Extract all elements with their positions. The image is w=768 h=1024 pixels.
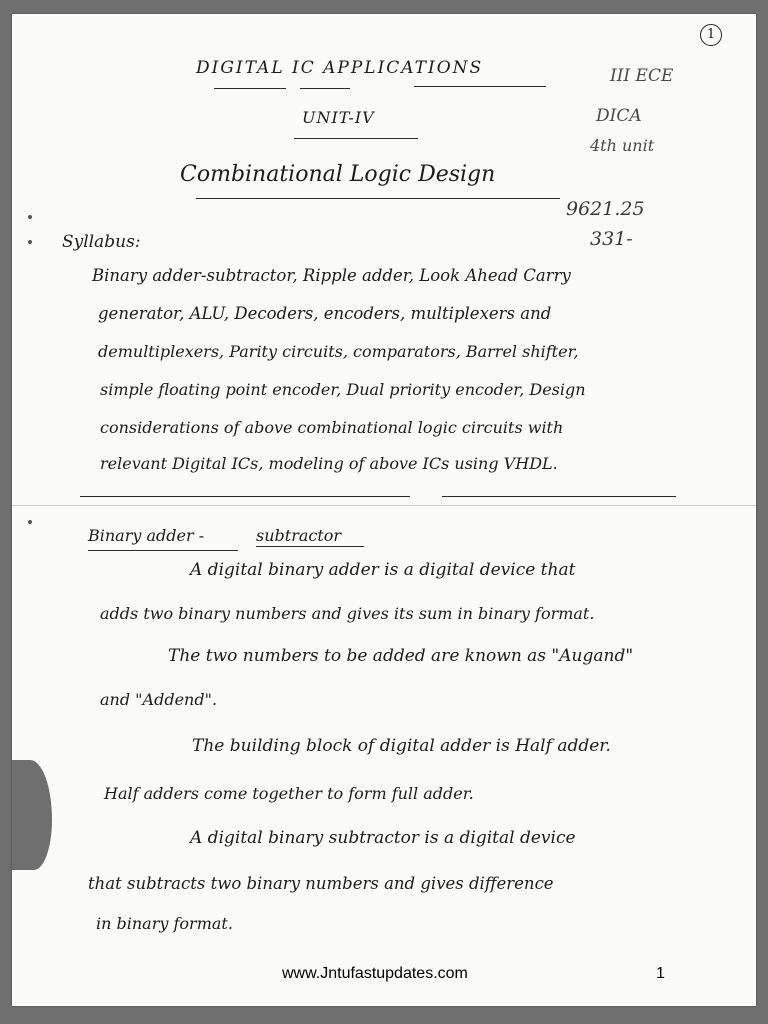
body-line: A digital binary adder is a digital device that xyxy=(190,560,576,580)
margin-note-number: 331- xyxy=(590,228,633,250)
body-line: adds two binary numbers and gives its sum in binary format. xyxy=(100,604,595,623)
syllabus-line: relevant Digital ICs, modeling of above ICs using VHDL. xyxy=(100,454,558,473)
punch-mark xyxy=(28,215,32,219)
page-circle-mark: 1 xyxy=(700,24,722,46)
body-line: and "Addend". xyxy=(100,690,218,709)
section-heading: Binary adder - xyxy=(88,526,205,545)
syllabus-line: demultiplexers, Parity circuits, comparators, Barrel shifter, xyxy=(98,342,579,361)
margin-note-subject: DICA xyxy=(596,106,642,126)
margin-note-number: 9621.25 xyxy=(566,198,645,220)
document-title: DIGITAL IC APPLICATIONS xyxy=(196,58,484,78)
unit-label: UNIT-IV xyxy=(302,108,375,127)
body-line: that subtracts two binary numbers and gives difference xyxy=(88,874,554,893)
page-number: 1 xyxy=(656,965,665,982)
body-line: Half adders come together to form full adder. xyxy=(104,784,474,803)
title-underline xyxy=(214,88,286,89)
heading-underline xyxy=(196,198,560,199)
body-line: The two numbers to be added are known as "Augand" xyxy=(168,646,634,666)
syllabus-label: Syllabus: xyxy=(62,232,141,252)
section-heading-underline xyxy=(88,550,238,551)
syllabus-line: considerations of above combinational logic circuits with xyxy=(100,418,564,437)
section-divider xyxy=(80,496,410,497)
website-footer: www.Jntufastupdates.com xyxy=(282,965,468,982)
margin-note-unit: 4th unit xyxy=(590,136,655,155)
body-line: in binary format. xyxy=(96,914,233,933)
section-divider xyxy=(442,496,676,497)
title-underline xyxy=(414,86,546,87)
syllabus-line: generator, ALU, Decoders, encoders, multiplexers and xyxy=(98,304,552,323)
unit-underline xyxy=(294,138,418,139)
margin-note-class: III ECE xyxy=(610,66,674,86)
body-line: The building block of digital adder is Half adder. xyxy=(192,736,611,756)
section-heading-underline xyxy=(256,546,364,547)
body-line: A digital binary subtractor is a digital device xyxy=(190,828,576,848)
page-fold xyxy=(12,505,756,506)
syllabus-line: simple floating point encoder, Dual priority encoder, Design xyxy=(100,380,586,399)
title-underline xyxy=(300,88,350,89)
punch-mark xyxy=(28,240,32,244)
punch-mark xyxy=(28,520,32,524)
section-heading: subtractor xyxy=(256,526,342,545)
syllabus-line: Binary adder-subtractor, Ripple adder, Look Ahead Carry xyxy=(92,266,571,285)
page-heading: Combinational Logic Design xyxy=(180,162,496,187)
